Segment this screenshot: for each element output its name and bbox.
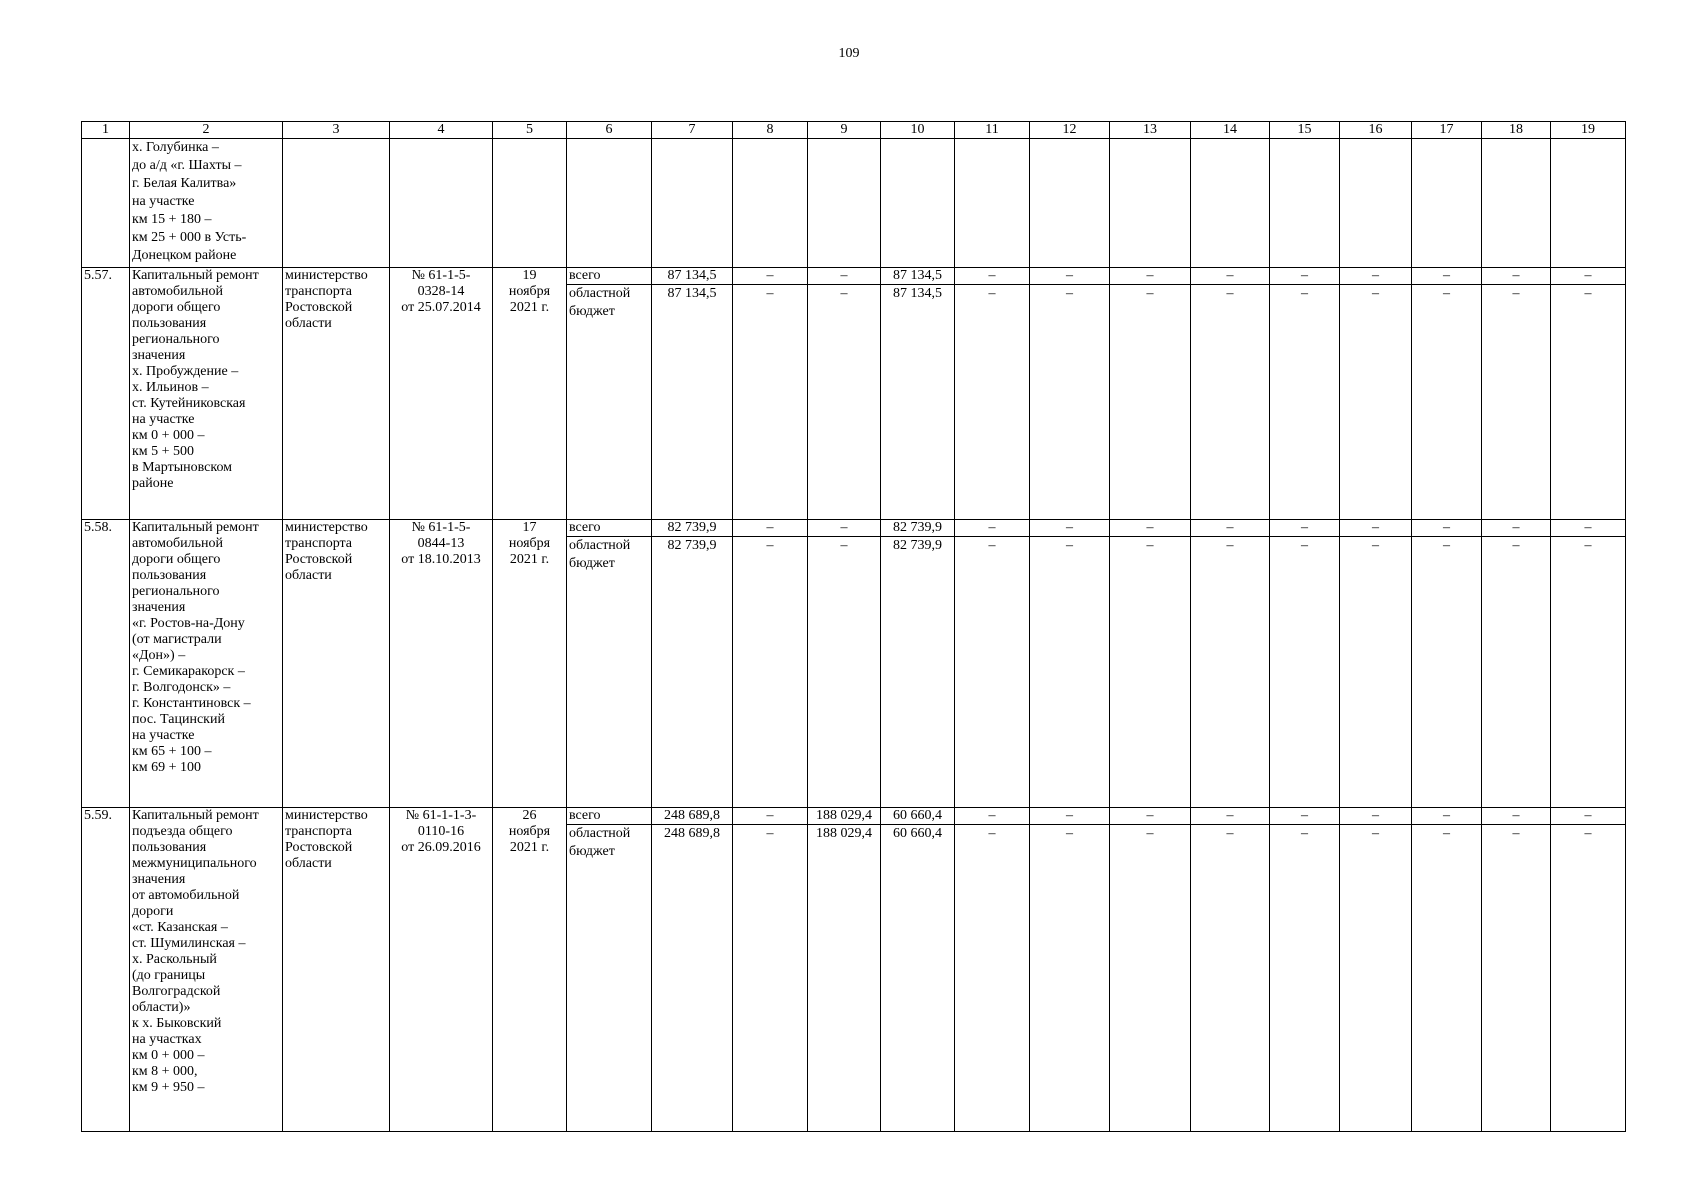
amount-col-9: – <box>808 285 881 520</box>
amount-col-13: – <box>1110 285 1191 520</box>
entry-total-row <box>82 808 1626 825</box>
amount-col-10: 87 134,5 <box>881 268 955 285</box>
column-number: 16 <box>1340 122 1412 139</box>
amount-col-18: – <box>1482 825 1551 1132</box>
column-number: 6 <box>567 122 652 139</box>
customer-name: министерство транспорта Ростовской области <box>283 808 390 1132</box>
column-number: 8 <box>733 122 808 139</box>
funding-source: областной бюджет <box>567 285 652 520</box>
amount-col-14: – <box>1191 520 1270 537</box>
amount-total: 87 134,5 <box>652 268 733 285</box>
amount-col-19: – <box>1551 285 1626 520</box>
cell-empty <box>390 139 493 268</box>
amount-col-12: – <box>1030 537 1110 808</box>
amount-col-18: – <box>1482 537 1551 808</box>
amount-col-15: – <box>1270 825 1340 1132</box>
object-description: х. Голубинка – до а/д «г. Шахты – г. Белая Калитва» на участке км 15 + 180 – км 25 + 000 в Усть- Донецком районе <box>130 139 283 268</box>
amount-col-17: – <box>1412 285 1482 520</box>
amount-col-12: – <box>1030 808 1110 825</box>
amount-col-18: – <box>1482 268 1551 285</box>
amount-col-11: – <box>955 537 1030 808</box>
cell-empty <box>808 139 881 268</box>
cell-empty <box>1482 139 1551 268</box>
object-description: Капитальный ремонт автомобильной дороги общего пользования регионального значения «г. Ростов-на-Дону (от магистрали «Дон») – г. Семикаракорск – г. Волгодонск» – г. Константиновск – пос. Тацинский на участке км 65 + 100 – км 69 + 100 <box>130 520 283 808</box>
amount-total: 248 689,8 <box>652 825 733 1132</box>
amount-col-8: – <box>733 285 808 520</box>
entry-number: 5.59. <box>82 808 130 1132</box>
cell-empty <box>1270 139 1340 268</box>
expertise-document: № 61-1-5- 0328-14 от 25.07.2014 <box>390 268 493 520</box>
amount-col-15: – <box>1270 537 1340 808</box>
amount-col-16: – <box>1340 285 1412 520</box>
funding-source: всего <box>567 520 652 537</box>
amount-col-11: – <box>955 268 1030 285</box>
amount-col-14: – <box>1191 285 1270 520</box>
cell-empty <box>1030 139 1110 268</box>
column-number-row <box>82 122 1626 139</box>
amount-col-10: 82 739,9 <box>881 520 955 537</box>
amount-col-9: – <box>808 268 881 285</box>
column-number: 7 <box>652 122 733 139</box>
cell-empty <box>1110 139 1191 268</box>
amount-col-8: – <box>733 537 808 808</box>
amount-col-9: – <box>808 520 881 537</box>
amount-col-19: – <box>1551 537 1626 808</box>
column-number: 14 <box>1191 122 1270 139</box>
amount-col-19: – <box>1551 520 1626 537</box>
amount-col-10: 60 660,4 <box>881 808 955 825</box>
amount-col-13: – <box>1110 520 1191 537</box>
cell-empty <box>955 139 1030 268</box>
amount-col-12: – <box>1030 520 1110 537</box>
amount-col-15: – <box>1270 285 1340 520</box>
investment-table <box>81 121 1626 1132</box>
amount-col-18: – <box>1482 520 1551 537</box>
funding-source: всего <box>567 268 652 285</box>
column-number: 12 <box>1030 122 1110 139</box>
amount-col-19: – <box>1551 825 1626 1132</box>
completion-date: 19 ноября 2021 г. <box>493 268 567 520</box>
column-number: 11 <box>955 122 1030 139</box>
amount-col-11: – <box>955 285 1030 520</box>
amount-col-16: – <box>1340 537 1412 808</box>
cell-empty <box>1191 139 1270 268</box>
cell-empty <box>493 139 567 268</box>
entry-number: 5.58. <box>82 520 130 808</box>
amount-col-17: – <box>1412 268 1482 285</box>
amount-col-12: – <box>1030 825 1110 1132</box>
amount-col-18: – <box>1482 808 1551 825</box>
entry-total-row <box>82 520 1626 537</box>
amount-col-14: – <box>1191 825 1270 1132</box>
amount-col-13: – <box>1110 268 1191 285</box>
amount-col-10: 60 660,4 <box>881 825 955 1132</box>
completion-date: 26 ноября 2021 г. <box>493 808 567 1132</box>
amount-col-9: 188 029,4 <box>808 825 881 1132</box>
amount-col-11: – <box>955 825 1030 1132</box>
amount-col-17: – <box>1412 808 1482 825</box>
entry-total-row <box>82 268 1626 285</box>
amount-col-16: – <box>1340 268 1412 285</box>
column-number: 5 <box>493 122 567 139</box>
cell-empty <box>82 139 130 268</box>
continuation-row <box>82 139 1626 268</box>
amount-col-15: – <box>1270 808 1340 825</box>
cell-empty <box>1340 139 1412 268</box>
amount-col-18: – <box>1482 285 1551 520</box>
amount-col-8: – <box>733 268 808 285</box>
cell-empty <box>733 139 808 268</box>
expertise-document: № 61-1-5- 0844-13 от 18.10.2013 <box>390 520 493 808</box>
column-number: 3 <box>283 122 390 139</box>
customer-name: министерство транспорта Ростовской области <box>283 520 390 808</box>
amount-col-16: – <box>1340 825 1412 1132</box>
customer-name: министерство транспорта Ростовской области <box>283 268 390 520</box>
amount-col-10: 87 134,5 <box>881 285 955 520</box>
cell-empty <box>1551 139 1626 268</box>
column-number: 2 <box>130 122 283 139</box>
page-number: 109 <box>838 46 860 61</box>
amount-col-13: – <box>1110 808 1191 825</box>
amount-col-13: – <box>1110 825 1191 1132</box>
expertise-document: № 61-1-1-3- 0110-16 от 26.09.2016 <box>390 808 493 1132</box>
amount-col-11: – <box>955 520 1030 537</box>
amount-col-16: – <box>1340 520 1412 537</box>
amount-col-19: – <box>1551 808 1626 825</box>
amount-total: 248 689,8 <box>652 808 733 825</box>
funding-source: областной бюджет <box>567 825 652 1132</box>
amount-col-9: 188 029,4 <box>808 808 881 825</box>
column-number: 1 <box>82 122 130 139</box>
amount-col-14: – <box>1191 808 1270 825</box>
amount-col-10: 82 739,9 <box>881 537 955 808</box>
cell-empty <box>567 139 652 268</box>
column-number: 17 <box>1412 122 1482 139</box>
entry-number: 5.57. <box>82 268 130 520</box>
amount-col-8: – <box>733 825 808 1132</box>
column-number: 15 <box>1270 122 1340 139</box>
amount-col-17: – <box>1412 520 1482 537</box>
amount-total: 82 739,9 <box>652 537 733 808</box>
cell-empty <box>652 139 733 268</box>
column-number: 13 <box>1110 122 1191 139</box>
amount-col-13: – <box>1110 537 1191 808</box>
amount-col-19: – <box>1551 268 1626 285</box>
column-number: 4 <box>390 122 493 139</box>
column-number: 18 <box>1482 122 1551 139</box>
amount-total: 87 134,5 <box>652 285 733 520</box>
column-number: 10 <box>881 122 955 139</box>
completion-date: 17 ноября 2021 г. <box>493 520 567 808</box>
amount-col-8: – <box>733 520 808 537</box>
amount-col-11: – <box>955 808 1030 825</box>
amount-col-17: – <box>1412 825 1482 1132</box>
amount-col-9: – <box>808 537 881 808</box>
amount-col-17: – <box>1412 537 1482 808</box>
amount-col-12: – <box>1030 268 1110 285</box>
cell-empty <box>881 139 955 268</box>
column-number: 9 <box>808 122 881 139</box>
object-description: Капитальный ремонт автомобильной дороги общего пользования регионального значения х. Пробуждение – х. Ильинов – ст. Кутейниковская на участке км 0 + 000 – км 5 + 500 в Мартыновском районе <box>130 268 283 520</box>
amount-col-12: – <box>1030 285 1110 520</box>
amount-col-14: – <box>1191 537 1270 808</box>
amount-total: 82 739,9 <box>652 520 733 537</box>
object-description: Капитальный ремонт подъезда общего пользования межмуниципального значения от автомобильной дороги «ст. Казанская – ст. Шумилинская – х. Раскольный (до границы Волгоградской области)» к х. Быковский на участках км 0 + 000 – км 8 + 000, км 9 + 950 – <box>130 808 283 1132</box>
amount-col-14: – <box>1191 268 1270 285</box>
amount-col-15: – <box>1270 268 1340 285</box>
funding-source: всего <box>567 808 652 825</box>
column-number: 19 <box>1551 122 1626 139</box>
amount-col-15: – <box>1270 520 1340 537</box>
cell-empty <box>1412 139 1482 268</box>
amount-col-8: – <box>733 808 808 825</box>
cell-empty <box>283 139 390 268</box>
funding-source: областной бюджет <box>567 537 652 808</box>
amount-col-16: – <box>1340 808 1412 825</box>
